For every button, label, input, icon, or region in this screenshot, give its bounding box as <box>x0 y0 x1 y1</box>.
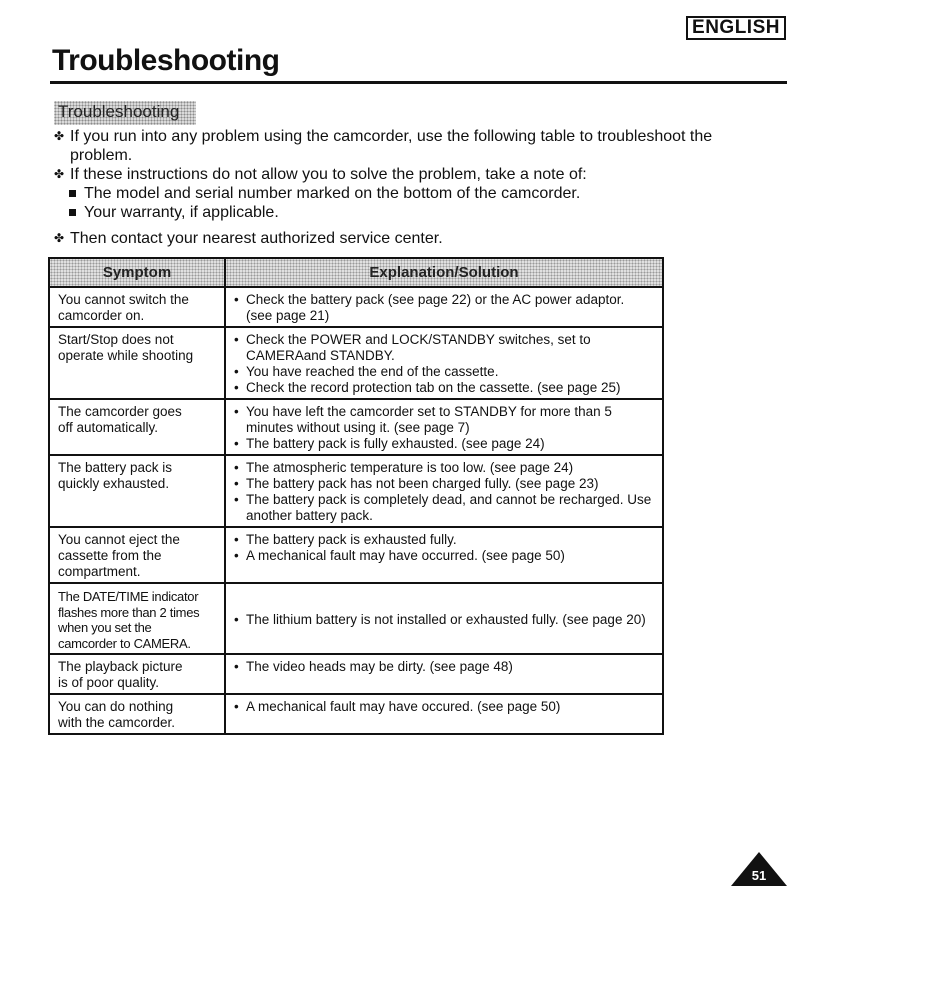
solution-text: The battery pack is completely dead, and cannot be recharged. Use another battery pack. <box>246 492 652 523</box>
solution-text: Check the record protection tab on the cassette. (see page 25) <box>246 380 621 395</box>
table-row <box>49 327 663 399</box>
symptom-text: is of poor quality. <box>58 675 160 690</box>
symptom-text: The DATE/TIME indicator <box>58 589 199 604</box>
solution-item <box>234 492 654 524</box>
solution-item <box>234 612 654 628</box>
table-row <box>49 654 663 694</box>
solution-item <box>234 476 654 492</box>
solution-item <box>234 548 654 564</box>
table-row <box>49 694 663 734</box>
solution-text: The video heads may be dirty. (see page 48) <box>246 659 513 674</box>
bullet-icon: ✤ <box>54 129 65 143</box>
solution-item <box>234 332 654 364</box>
section-heading: Troubleshooting <box>54 101 196 125</box>
solution-item <box>234 404 654 436</box>
bullet-dot-icon: • <box>234 699 239 714</box>
intro-bullet-text: If these instructions do not allow you to solve the problem, take a note of: <box>70 166 587 183</box>
symptom-text: off automatically. <box>58 420 159 435</box>
symptom-cell <box>49 527 225 583</box>
table-row <box>49 287 663 327</box>
symptom-cell <box>49 694 225 734</box>
solution-item <box>234 364 654 380</box>
solution-text: You have left the camcorder set to STANDBY for more than 5 minutes without using it. (see page 7) <box>246 404 612 435</box>
solution-text: Check the battery pack (see page 22) or the AC power adaptor. (see page 21) <box>246 292 625 323</box>
solution-item <box>234 532 654 548</box>
solution-item <box>234 380 654 396</box>
symptom-text: You cannot switch the <box>58 292 189 307</box>
symptom-text: camcorder to CAMERA. <box>58 635 191 651</box>
solution-text: You have reached the end of the cassette. <box>246 364 499 379</box>
bullet-dot-icon: • <box>234 532 239 547</box>
symptom-text: Start/Stop does not <box>58 332 174 347</box>
table-row <box>49 399 663 455</box>
solution-header: Explanation/Solution <box>225 258 663 287</box>
square-bullet-icon <box>69 190 76 197</box>
note-item <box>66 184 754 203</box>
intro-bullet <box>54 229 754 248</box>
table-row <box>49 583 663 654</box>
symptom-text: The battery pack is <box>58 460 173 475</box>
bullet-dot-icon: • <box>234 404 239 419</box>
symptom-cell <box>49 327 225 399</box>
bullet-dot-icon: • <box>234 460 239 475</box>
note-item-text: Your warranty, if applicable. <box>84 204 279 221</box>
solution-cell <box>225 327 663 399</box>
symptom-text: camcorder on. <box>58 308 145 323</box>
bullet-dot-icon: • <box>234 332 239 347</box>
bullet-dot-icon: • <box>234 380 239 395</box>
intro-bullet-text: Then contact your nearest authorized service center. <box>70 230 443 247</box>
solution-item <box>234 460 654 476</box>
solution-cell <box>225 527 663 583</box>
symptom-text: You cannot eject the <box>58 532 180 547</box>
solution-text: A mechanical fault may have occurred. (see page 50) <box>246 548 565 563</box>
solution-cell <box>225 654 663 694</box>
symptom-text: The playback picture <box>58 659 183 674</box>
symptom-text: The camcorder goes <box>58 404 182 419</box>
symptom-text: operate while shooting <box>58 348 194 363</box>
solution-cell <box>225 583 663 654</box>
intro-bullet <box>54 127 754 165</box>
title-rule <box>50 81 787 84</box>
solution-item <box>234 699 654 715</box>
symptom-text: when you set the <box>58 620 152 635</box>
solution-cell <box>225 694 663 734</box>
solution-text: Check the POWER and LOCK/STANDBY switches, set to CAMERAand STANDBY. <box>246 332 591 363</box>
note-item-text: The model and serial number marked on the bottom of the camcorder. <box>84 185 581 202</box>
symptom-cell <box>49 399 225 455</box>
symptom-text: compartment. <box>58 564 141 579</box>
solution-cell <box>225 287 663 327</box>
troubleshooting-table <box>48 257 664 735</box>
page-number-badge <box>731 852 787 886</box>
solution-item <box>234 659 654 675</box>
bullet-icon: ✤ <box>54 167 65 181</box>
bullet-dot-icon: • <box>234 548 239 563</box>
bullet-dot-icon: • <box>234 436 239 451</box>
table-row <box>49 527 663 583</box>
intro-instructions <box>54 127 754 248</box>
table-header-row <box>49 258 663 287</box>
solution-text: The battery pack is exhausted fully. <box>246 532 457 547</box>
solution-text: The atmospheric temperature is too low. (see page 24) <box>246 460 574 475</box>
bullet-icon: ✤ <box>54 231 65 245</box>
solution-text: A mechanical fault may have occured. (see page 50) <box>246 699 561 714</box>
bullet-dot-icon: • <box>234 659 239 674</box>
solution-text: The lithium battery is not installed or exhausted fully. (see page 20) <box>246 611 646 627</box>
solution-text: The battery pack has not been charged fully. (see page 23) <box>246 476 599 491</box>
bullet-dot-icon: • <box>234 292 239 307</box>
symptom-text: flashes more than 2 times <box>58 604 200 620</box>
symptom-header: Symptom <box>49 258 225 287</box>
note-item <box>66 203 754 222</box>
symptom-text: You can do nothing <box>58 699 174 714</box>
solution-text: The battery pack is fully exhausted. (see page 24) <box>246 436 545 451</box>
solution-item <box>234 436 654 452</box>
symptom-text: quickly exhausted. <box>58 476 170 491</box>
bullet-dot-icon: • <box>234 476 239 491</box>
table-body <box>49 287 663 734</box>
bullet-dot-icon: • <box>234 611 239 627</box>
symptom-cell <box>49 287 225 327</box>
intro-bullet-text: If you run into any problem using the camcorder, use the following table to troubleshoot the problem. <box>70 128 713 164</box>
language-badge: ENGLISH <box>686 16 786 40</box>
bullet-dot-icon: • <box>234 492 239 507</box>
solution-item <box>234 292 654 324</box>
bullet-dot-icon: • <box>234 364 239 379</box>
solution-cell <box>225 399 663 455</box>
square-bullet-icon <box>69 209 76 216</box>
symptom-cell <box>49 583 225 654</box>
symptom-text: with the camcorder. <box>58 715 176 730</box>
page-title: Troubleshooting <box>52 44 280 77</box>
solution-cell <box>225 455 663 527</box>
table-row <box>49 455 663 527</box>
page-number: 51 <box>751 868 767 883</box>
symptom-text: cassette from the <box>58 548 162 563</box>
symptom-cell <box>49 455 225 527</box>
symptom-cell <box>49 654 225 694</box>
intro-bullet <box>54 165 754 184</box>
